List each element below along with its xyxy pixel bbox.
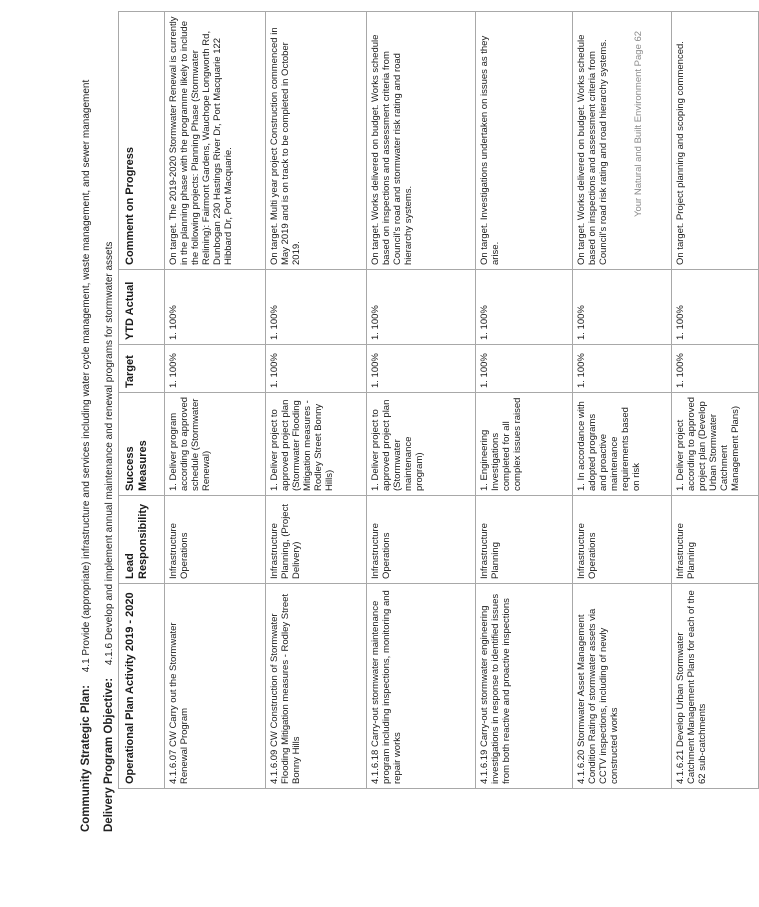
measure-cell: 1. Deliver project to approved project plan (Stormwater maintenance program) [367,393,476,496]
comment-cell: On target. Works delivered on budget. Works schedule based on inspections and assessment criteria from Council's road risk rating and road hierarchy systems. [573,12,672,270]
ytd-cell: 1. 100% [672,270,759,345]
activity-cell: 4.1.6.09 CW Construction of Stormwater Flooding Mitigation measures - Rodley Street Bonny Hills [266,584,367,789]
lead-cell: Infrastructure Planning, (Project Delivery) [266,496,367,584]
measure-cell: 1. Deliver project to approved project plan (Stormwater Flooding Mitigation measures - Rodley Street Bonny Hills) [266,393,367,496]
target-cell: 1. 100% [476,345,573,393]
column-header-lead: Lead Responsibility [119,496,165,584]
comment-cell: On target. Works delivered on budget. Works schedule based on inspections and assessment criteria from Council's road and stormwater risk rating and road hierarchy systems. [367,12,476,270]
ytd-cell: 1. 100% [573,270,672,345]
measure-cell: 1. Deliver project according to approved project plan (Develop Urban Stormwater Catchment Management Plans) [672,393,759,496]
strategic-plan-label: Community Strategic Plan: [80,685,92,832]
objective-line [103,242,115,832]
target-cell: 1. 100% [367,345,476,393]
table-row [476,12,573,789]
ytd-cell: 1. 100% [367,270,476,345]
activity-cell: 4.1.6.07 CW Carry out the Stormwater Renewal Program [165,584,266,789]
table-header-row [119,12,165,789]
strategic-plan-line [80,80,92,832]
table-row [672,12,759,789]
table-row [573,12,672,789]
target-cell: 1. 100% [165,345,266,393]
strategic-plan-text: 4.1 Provide (appropriate) infrastructure and services including water cycle management, waste management, and sewer management [81,79,92,673]
target-cell: 1. 100% [573,345,672,393]
measure-cell: 1. Deliver program according to approved schedule (Stormwater Renewal) [165,393,266,496]
target-cell: 1. 100% [266,345,367,393]
objective-text: 4.1.6 Develop and implement annual maintenance and renewal programs for stormwater assets [104,241,115,666]
lead-cell: Infrastructure Operations [165,496,266,584]
comment-cell: On target. Multi year project Construction commenced in May 2019 and is on track to be completed in October 2019. [266,12,367,270]
table-row [367,12,476,789]
ytd-cell: 1. 100% [266,270,367,345]
ytd-cell: 1. 100% [476,270,573,345]
target-cell: 1. 100% [672,345,759,393]
column-header-comment: Comment on Progress [119,12,165,270]
comment-cell: On target. The 2019-2020 Stormwater Renewal is currently in the planning phase with the programme likely to include the following projects: Planning Phase (Stormwater Relining): Fairmont Gardens, Wauchope Longworth Rd, Dunbogan 230 Hastings River Dr, Port Macquarie 122 Hibbard Dr, Port Macquarie. [165,12,266,270]
operational-plan-table [118,11,759,789]
lead-cell: Infrastructure Planning [476,496,573,584]
comment-cell: On target. Project planning and scoping commenced. [672,12,759,270]
column-header-ytd: YTD Actual [119,270,165,345]
activity-cell: 4.1.6.21 Develop Urban Stormwater Catchment Management Plans for each of the 62 sub-catchments [672,584,759,789]
column-header-activity: Operational Plan Activity 2019 - 2020 [119,584,165,789]
column-header-target: Target [119,345,165,393]
table-row [165,12,266,789]
measure-cell: 1. Engineering Investigations completed for all complex issues raised [476,393,573,496]
activity-cell: 4.1.6.19 Carry-out stormwater engineering investigations in response to identified issues from both reactive and proactive inspections [476,584,573,789]
activity-cell: 4.1.6.18 Carry-out stormwater maintenance program including inspections, monitoring and repair works [367,584,476,789]
page-footer: Your Natural and Built Environment Page 62 [633,30,644,217]
objective-label: Delivery Program Objective: [103,677,115,832]
ytd-cell: 1. 100% [165,270,266,345]
activity-cell: 4.1.6.20 Stormwater Asset Management Condition Rating of stormwater assets via CCTV inspections, including of newly constructed works [573,584,672,789]
comment-cell: On target. Investigations undertaken on issues as they arise. [476,12,573,270]
measure-cell: 1. In accordance with adopted programs and proactive maintenance requirements based on risk [573,393,672,496]
lead-cell: Infrastructure Operations [367,496,476,584]
table-row [266,12,367,789]
column-header-measures: Success Measures [119,393,165,496]
lead-cell: Infrastructure Operations [573,496,672,584]
lead-cell: Infrastructure Planning [672,496,759,584]
